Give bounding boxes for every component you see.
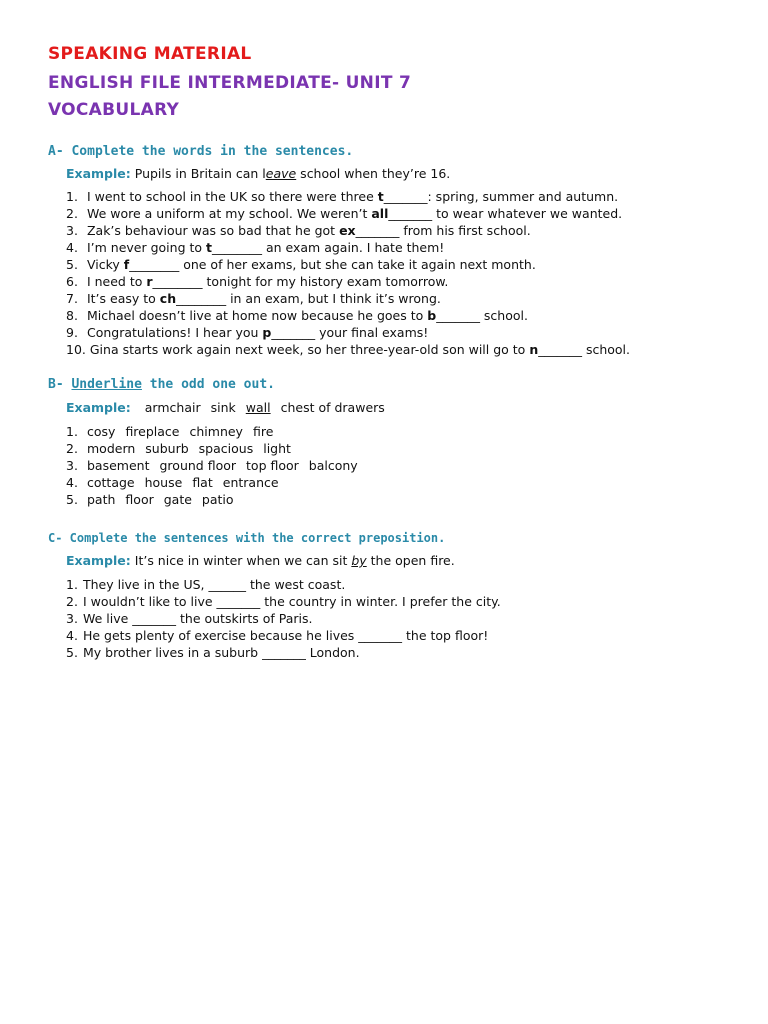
section-b-example (66, 400, 385, 415)
choice-word[interactable]: suburb (145, 441, 189, 456)
section-b-heading-underlined: Underline (71, 377, 142, 392)
sentence-end: _______ your final exams! (271, 325, 429, 340)
sentence-end: _______: spring, summer and autumn. (383, 189, 619, 204)
choice-word[interactable]: house (144, 475, 183, 490)
sentence-start: Vicky (83, 257, 124, 272)
section-a-example (66, 166, 450, 181)
section-b-list (66, 423, 358, 508)
example-word: sink (210, 400, 236, 415)
item-number: 2. (66, 441, 78, 456)
example-word: chest of drawers (280, 400, 385, 415)
title-speaking-material: SPEAKING MATERIAL (48, 44, 252, 64)
example-word: armchair (144, 400, 201, 415)
choice-word[interactable]: spacious (198, 441, 254, 456)
sentence-item (66, 222, 630, 239)
sentence-text: We live _______ the outskirts of Paris. (79, 611, 313, 626)
word-prompt: p (262, 325, 272, 340)
choice-word[interactable]: light (263, 441, 291, 456)
sentence-start: I need to (83, 274, 147, 289)
word-prompt: t (206, 240, 212, 255)
item-number: 5. (66, 492, 78, 507)
word-prompt: r (146, 274, 153, 289)
sentence-item (66, 324, 630, 341)
example-label: Example: (66, 553, 131, 568)
sentence-start: Congratulations! I hear you (83, 325, 263, 340)
item-number: 4. (66, 628, 78, 643)
example-label: Example: (66, 400, 131, 415)
item-number: 3. (66, 223, 78, 238)
sentence-item (66, 256, 630, 273)
sentence-item (66, 273, 630, 290)
example-label: Example: (66, 166, 131, 181)
choice-word[interactable]: floor (125, 492, 154, 507)
sentence-end: _______ school. (436, 308, 528, 323)
choice-word[interactable]: top floor (246, 458, 299, 473)
choice-word[interactable]: cottage (87, 475, 135, 490)
sentence-start: Zak’s behaviour was so bad that he got (83, 223, 340, 238)
sentence-start: I went to school in the UK so there were three (83, 189, 378, 204)
sentence-start: It’s easy to (83, 291, 160, 306)
item-number: 9. (66, 325, 78, 340)
item-number: 1. (66, 424, 78, 439)
title-unit: ENGLISH FILE INTERMEDIATE- UNIT 7 (48, 73, 412, 93)
sentence-start: Michael doesn’t live at home now because he goes to (83, 308, 428, 323)
section-b-heading-prefix: B- (48, 377, 72, 392)
sentence-text: They live in the US, ______ the west coast. (79, 577, 346, 592)
choice-word[interactable]: gate (163, 492, 192, 507)
sentence-start: We wore a uniform at my school. We weren’t (83, 206, 372, 221)
word-prompt: t (377, 189, 384, 204)
preposition-item (66, 576, 501, 593)
sentence-start: I’m never going to (83, 240, 207, 255)
choice-word[interactable]: fireplace (125, 424, 180, 439)
choice-word[interactable]: path (87, 492, 116, 507)
item-number: 4. (66, 475, 78, 490)
example-answer: by (351, 553, 367, 568)
item-number: 1. (66, 577, 78, 592)
sentence-item (66, 239, 630, 256)
example-text-after: the open fire. (366, 553, 455, 568)
sentence-end: ________ one of her exams, but she can take it again next month. (129, 257, 536, 272)
section-b-heading-suffix: the odd one out. (141, 377, 275, 392)
choice-word[interactable]: fire (252, 424, 274, 439)
odd-one-out-item (66, 457, 358, 474)
preposition-item (66, 610, 501, 627)
sentence-text: My brother lives in a suburb _______ London. (79, 645, 360, 660)
word-prompt: b (427, 308, 437, 323)
odd-one-out-item (66, 474, 358, 491)
sentence-end: ________ in an exam, but I think it’s wrong. (176, 291, 441, 306)
example-answer: eave (265, 166, 297, 181)
word-prompt: ex (339, 223, 356, 238)
preposition-item (66, 627, 501, 644)
example-text-before: Pupils in Britain can l (130, 166, 266, 181)
choice-word[interactable]: flat (192, 475, 213, 490)
odd-one-out-item (66, 491, 358, 508)
sentence-item (66, 307, 630, 324)
choice-word[interactable]: entrance (222, 475, 279, 490)
sentence-item (66, 205, 630, 222)
example-word: wall (245, 400, 271, 415)
item-number: 10. (66, 342, 86, 357)
choice-word[interactable]: patio (201, 492, 234, 507)
sentence-text: He gets plenty of exercise because he lives _______ the top floor! (79, 628, 489, 643)
item-number: 6. (66, 274, 78, 289)
item-number: 8. (66, 308, 78, 323)
choice-word[interactable]: balcony (308, 458, 358, 473)
title-vocabulary: VOCABULARY (48, 100, 180, 120)
sentence-end: ________ tonight for my history exam tomorrow. (152, 274, 449, 289)
section-a-list (66, 188, 630, 358)
choice-word[interactable]: cosy (87, 424, 116, 439)
sentence-item (66, 290, 630, 307)
item-number: 3. (66, 611, 78, 626)
sentence-end: _______ to wear whatever we wanted. (388, 206, 623, 221)
choice-word[interactable]: chimney (189, 424, 243, 439)
section-c-heading: C- Complete the sentences with the correct preposition. (48, 531, 446, 545)
odd-one-out-item (66, 440, 358, 457)
item-number: 2. (66, 206, 78, 221)
sentence-item (66, 188, 630, 205)
word-prompt: all (371, 206, 389, 221)
section-c-list (66, 576, 501, 661)
preposition-item (66, 593, 501, 610)
choice-word[interactable]: ground floor (159, 458, 237, 473)
sentence-text: I wouldn’t like to live _______ the country in winter. I prefer the city. (79, 594, 501, 609)
sentence-end: ________ an exam again. I hate them! (212, 240, 445, 255)
section-c-example (66, 553, 455, 568)
sentence-end: _______ from his first school. (355, 223, 531, 238)
item-number: 5. (66, 257, 78, 272)
odd-one-out-item (66, 423, 358, 440)
item-number: 7. (66, 291, 78, 306)
section-b-heading (48, 377, 275, 392)
word-prompt: n (529, 342, 539, 357)
sentence-item (66, 341, 630, 358)
word-prompt: f (123, 257, 130, 272)
example-text-before: It’s nice in winter when we can sit (130, 553, 352, 568)
choice-word[interactable]: modern (87, 441, 136, 456)
item-number: 2. (66, 594, 78, 609)
item-number: 5. (66, 645, 78, 660)
choice-word[interactable]: basement (87, 458, 150, 473)
sentence-end: _______ school. (538, 342, 630, 357)
sentence-start: Gina starts work again next week, so her three-year-old son will go to (85, 342, 530, 357)
preposition-item (66, 644, 501, 661)
item-number: 1. (66, 189, 78, 204)
example-text-after: school when they’re 16. (296, 166, 451, 181)
item-number: 4. (66, 240, 78, 255)
word-prompt: ch (159, 291, 177, 306)
section-a-heading: A- Complete the words in the sentences. (48, 144, 354, 159)
item-number: 3. (66, 458, 78, 473)
